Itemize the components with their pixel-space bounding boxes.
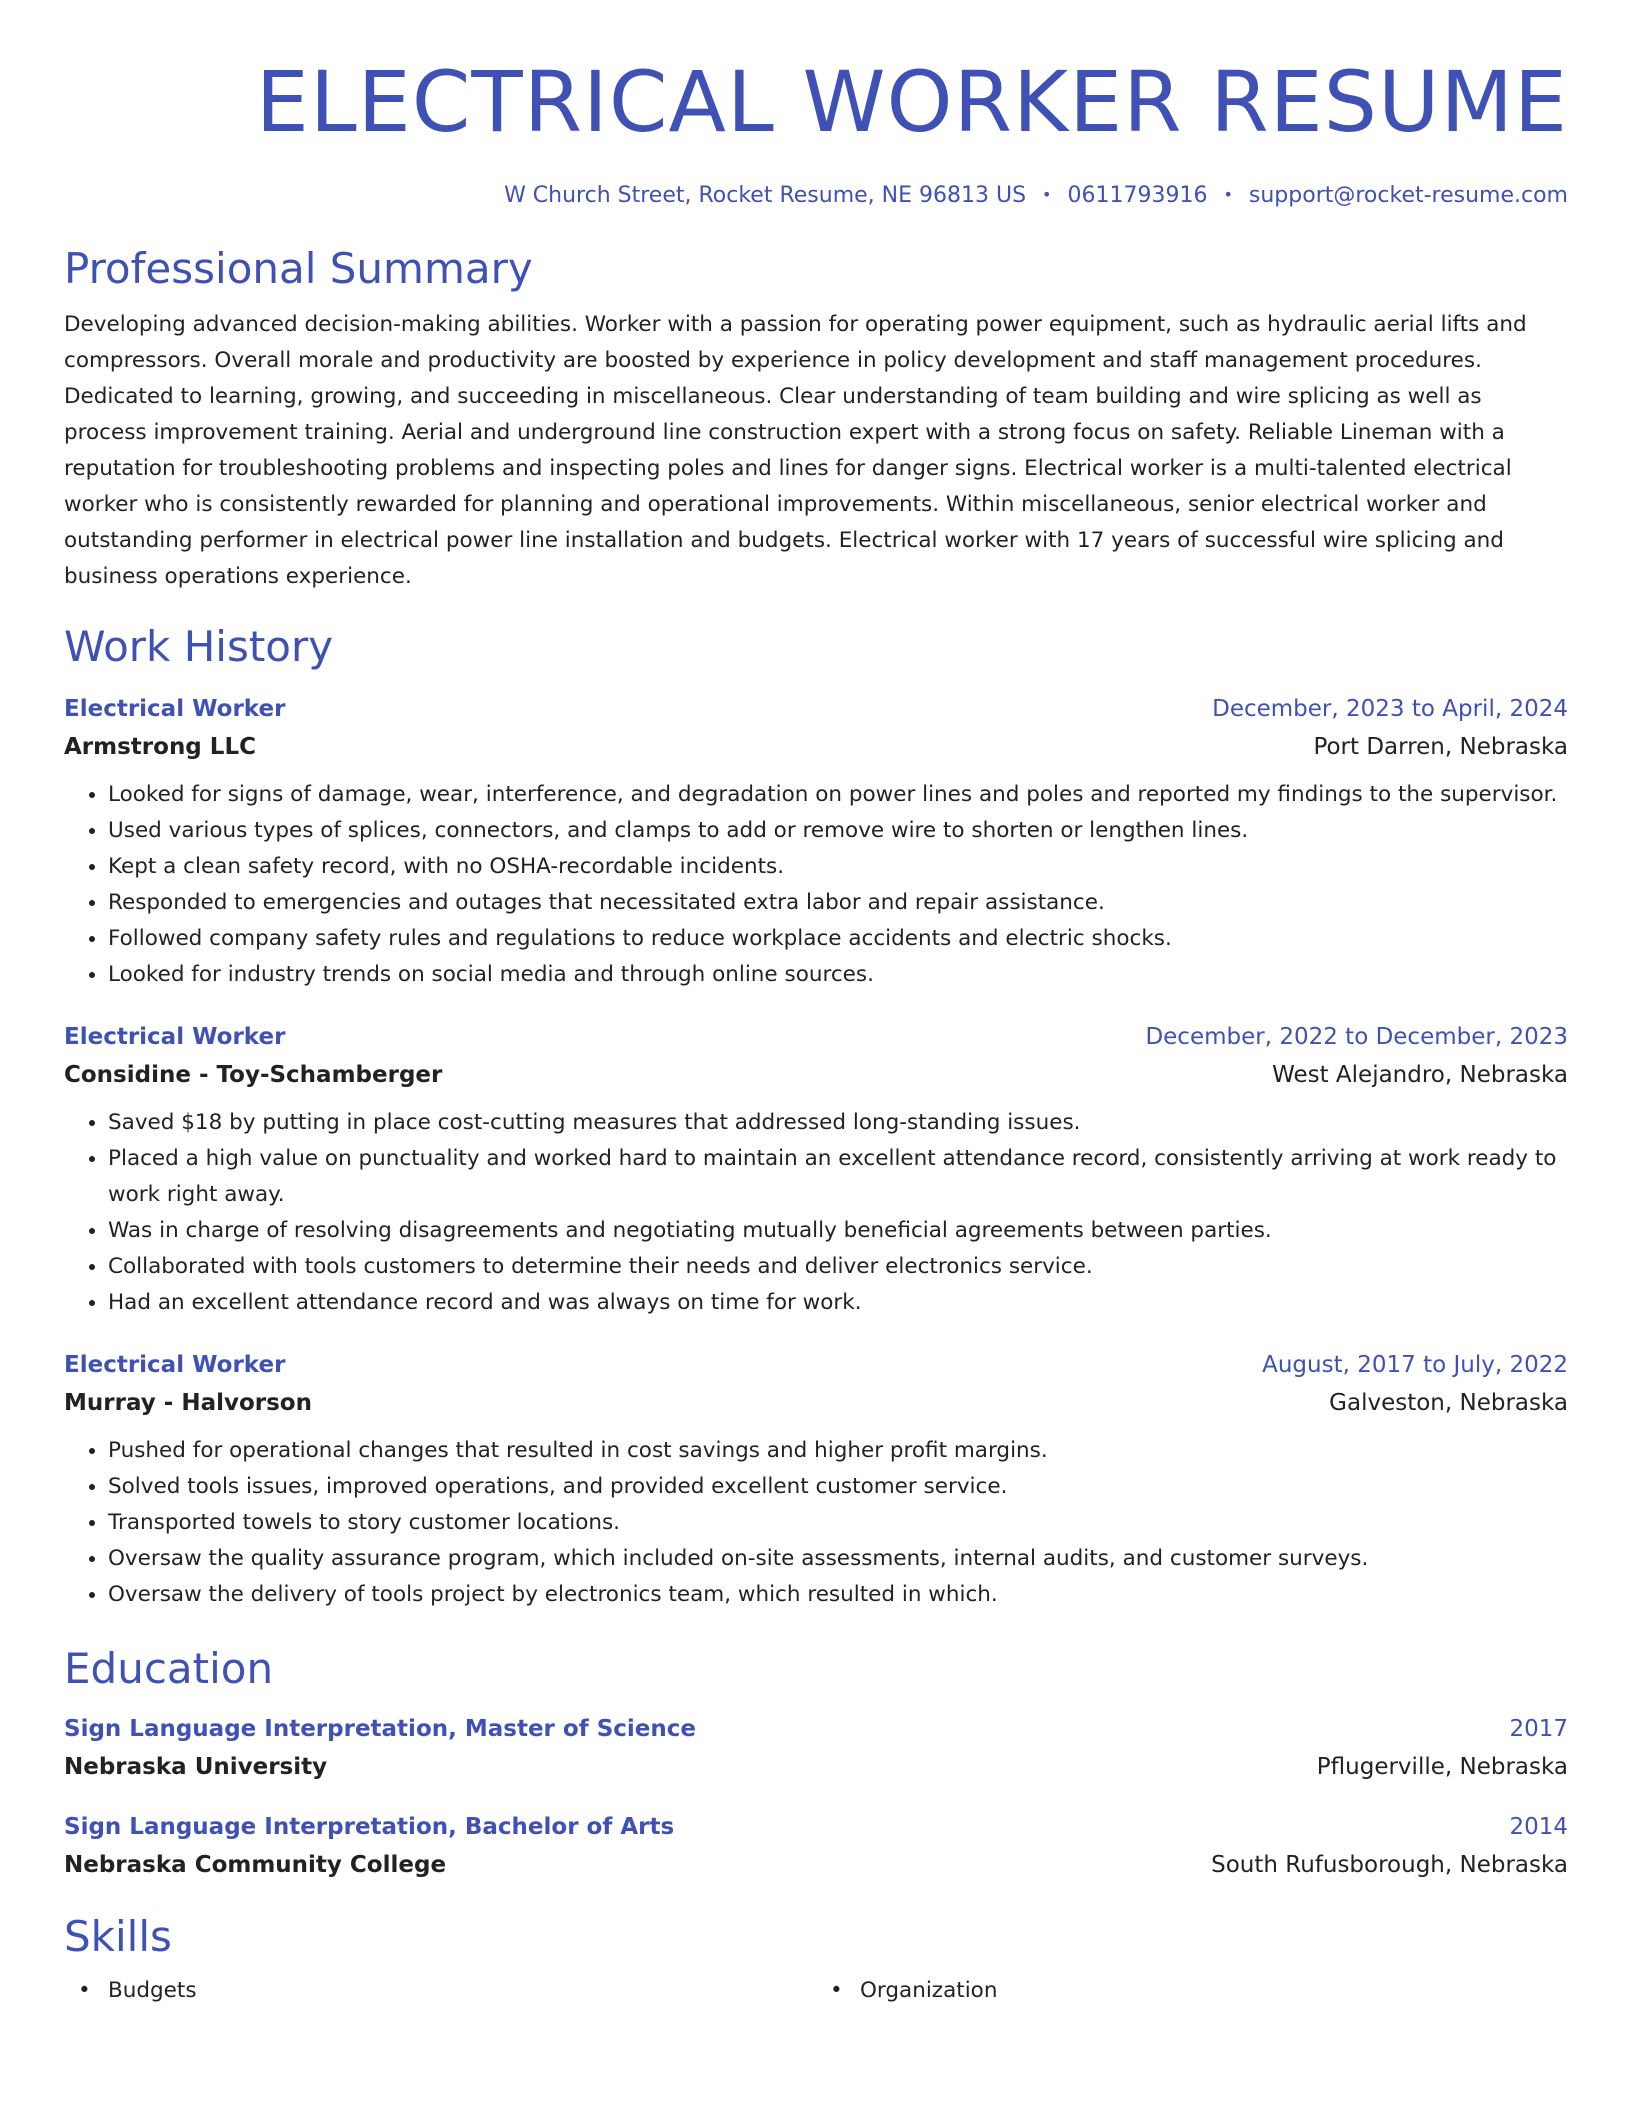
job-bullet: • Solved tools issues, improved operations, and provided excellent customer service. <box>108 1469 1568 1505</box>
job-entry <box>64 691 1568 993</box>
company-row <box>64 1383 1568 1423</box>
graduation-year: 2014 <box>1509 1814 1568 1840</box>
school-location: Pflugerville, Nebraska <box>1316 1754 1568 1780</box>
job-bullet: • Collaborated with tools customers to determine their needs and deliver electronics service. <box>108 1249 1568 1285</box>
skills-heading: Skills <box>64 1912 172 1961</box>
job-bullet: • Oversaw the delivery of tools project by electronics team, which resulted in which. <box>108 1577 1568 1613</box>
job-bullet: • Had an excellent attendance record and was always on time for work. <box>108 1285 1568 1321</box>
contact-separator: • <box>1223 185 1233 204</box>
job-bullet: • Placed a high value on punctuality and worked hard to maintain an excellent attendance record, consistently arriving at work ready to work right away. <box>108 1141 1568 1213</box>
job-bullet: • Responded to emergencies and outages that necessitated extra labor and repair assistance. <box>108 885 1568 921</box>
summary-heading: Professional Summary <box>64 244 533 293</box>
contact-separator: • <box>1042 185 1052 204</box>
job-dates: December, 2022 to December, 2023 <box>1145 1024 1568 1050</box>
job-entry <box>64 1347 1568 1613</box>
summary-text: Developing advanced decision-making abilities. Worker with a passion for operating power equipment, such as hydraulic aerial lifts and compressors. Overall morale and productivity are boosted by experience in policy development and staff management procedures. Dedicated to learning, growing, and succeeding in miscellaneous. Clear understanding of team building and wire splicing as well as process improvement training. Aerial and underground line construction expert with a strong focus on safety. Reliable Lineman with a reputation for troubleshooting problems and inspecting poles and lines for danger signs. Electrical worker is a multi-talented electrical worker who is consistently rewarded for planning and operational improvements. Within miscellaneous, senior electrical worker and outstanding performer in electrical power line installation and budgets. Electrical worker with 17 years of successful wire splicing and business operations experience. <box>64 312 1527 589</box>
graduation-year: 2017 <box>1509 1716 1568 1742</box>
school-row <box>64 1747 1568 1787</box>
skill-item: • Organization <box>816 1973 1568 2009</box>
job-bullet: • Used various types of splices, connectors, and clamps to add or remove wire to shorten or lengthen lines. <box>108 813 1568 849</box>
job-bullet: • Oversaw the quality assurance program, which included on-site assessments, internal audits, and customer surveys. <box>108 1541 1568 1577</box>
job-bullet: • Saved $18 by putting in place cost-cutting measures that addressed long-standing issues. <box>108 1105 1568 1141</box>
contact-phone: 0611793916 <box>1067 183 1208 208</box>
job-bullets <box>64 1105 1568 1321</box>
job-bullet: • Followed company safety rules and regulations to reduce workplace accidents and electric shocks. <box>108 921 1568 957</box>
degree-title: Sign Language Interpretation, Bachelor of Arts <box>64 1814 675 1840</box>
job-entry <box>64 1019 1568 1321</box>
job-dates: August, 2017 to July, 2022 <box>1262 1352 1568 1378</box>
education-entry <box>64 1809 1568 1885</box>
job-bullets <box>64 777 1568 993</box>
contact-address: W Church Street, Rocket Resume, NE 96813 US <box>504 183 1027 208</box>
resume-title: ELECTRICAL WORKER RESUME <box>255 53 1568 151</box>
education-heading: Education <box>64 1644 274 1693</box>
job-bullet: • Pushed for operational changes that resulted in cost savings and higher profit margins. <box>108 1433 1568 1469</box>
job-dates: December, 2023 to April, 2024 <box>1212 696 1568 722</box>
job-title-row <box>64 691 1568 727</box>
work-history-heading: Work History <box>64 622 334 671</box>
school-row <box>64 1845 1568 1885</box>
school-name: Nebraska University <box>64 1754 328 1780</box>
company-row <box>64 727 1568 767</box>
job-title: Electrical Worker <box>64 1352 286 1378</box>
job-title: Electrical Worker <box>64 696 286 722</box>
degree-title: Sign Language Interpretation, Master of Science <box>64 1716 697 1742</box>
company-name: Armstrong LLC <box>64 734 256 760</box>
contact-email[interactable]: support@rocket-resume.com <box>1248 183 1568 208</box>
job-location: West Alejandro, Nebraska <box>1272 1062 1568 1088</box>
contact-line <box>64 180 1568 211</box>
school-name: Nebraska Community College <box>64 1852 447 1878</box>
job-title-row <box>64 1019 1568 1055</box>
skill-item: • Budgets <box>64 1973 816 2009</box>
job-bullet: • Transported towels to story customer locations. <box>108 1505 1568 1541</box>
job-bullet: • Looked for industry trends on social media and through online sources. <box>108 957 1568 993</box>
degree-row <box>64 1711 1568 1747</box>
skills-list <box>64 1973 1568 2009</box>
job-title: Electrical Worker <box>64 1024 286 1050</box>
job-bullet: • Looked for signs of damage, wear, interference, and degradation on power lines and poles and reported my findings to the supervisor. <box>108 777 1568 813</box>
degree-row <box>64 1809 1568 1845</box>
company-name: Murray - Halvorson <box>64 1390 312 1416</box>
job-location: Galveston, Nebraska <box>1329 1390 1568 1416</box>
company-name: Considine - Toy-Schamberger <box>64 1062 443 1088</box>
job-bullet: • Kept a clean safety record, with no OSHA-recordable incidents. <box>108 849 1568 885</box>
job-bullets <box>64 1433 1568 1613</box>
job-bullet: • Was in charge of resolving disagreements and negotiating mutually beneficial agreements between parties. <box>108 1213 1568 1249</box>
education-entry <box>64 1711 1568 1787</box>
job-location: Port Darren, Nebraska <box>1313 734 1568 760</box>
company-row <box>64 1055 1568 1095</box>
job-title-row <box>64 1347 1568 1383</box>
resume-header <box>64 0 1568 211</box>
school-location: South Rufusborough, Nebraska <box>1211 1852 1568 1878</box>
